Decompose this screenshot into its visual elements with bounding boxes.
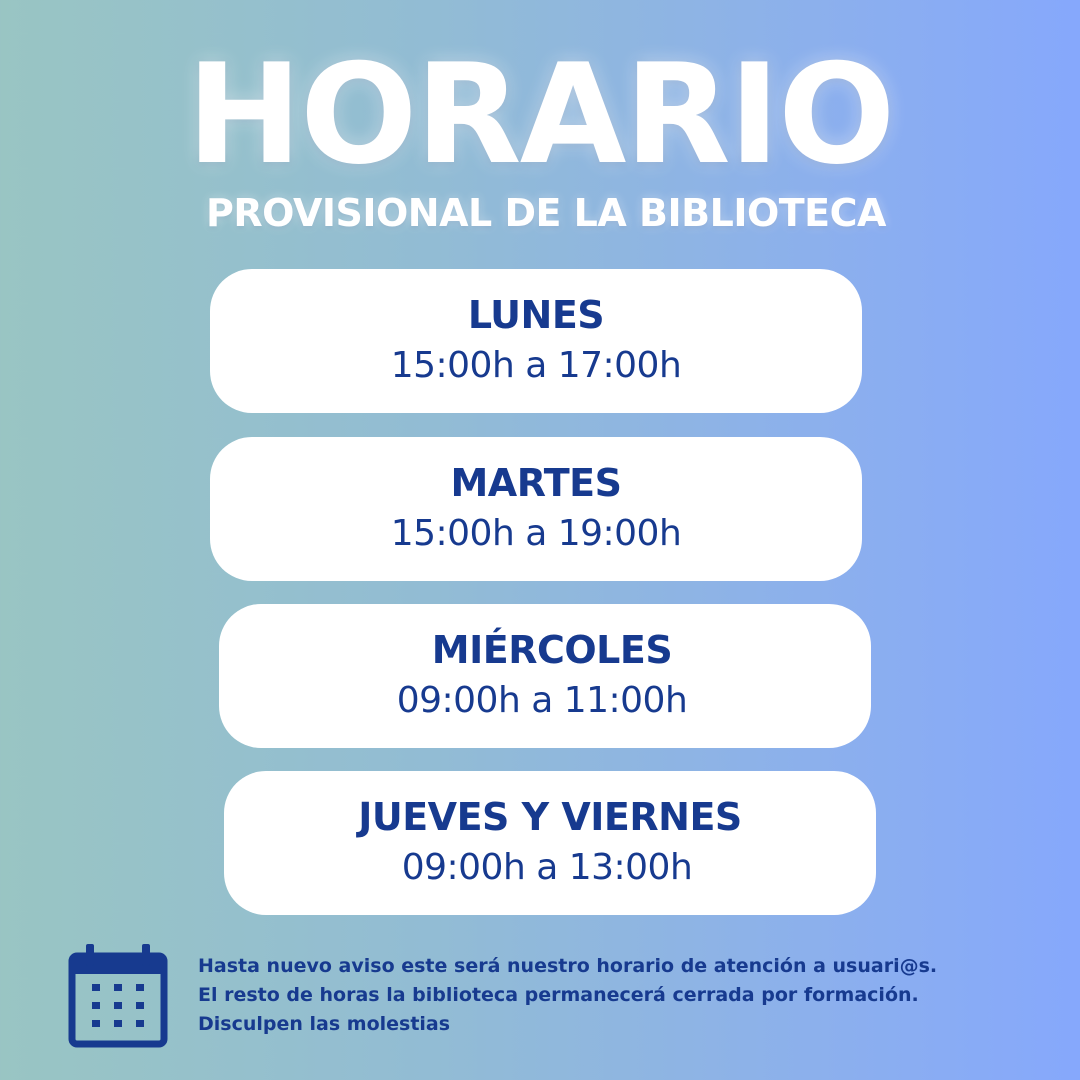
schedule-card-miercoles <box>219 604 871 748</box>
page-subtitle: PROVISIONAL DE LA BIBLIOTECA <box>206 191 886 235</box>
page-title: HORARIO <box>186 34 894 195</box>
schedule-time: 09:00h a 13:00h <box>401 847 693 888</box>
calendar-icon <box>68 944 168 1048</box>
schedule-day: LUNES <box>467 293 605 337</box>
schedule-time: 15:00h a 17:00h <box>390 345 682 386</box>
schedule-card-martes <box>210 437 862 581</box>
schedule-day: MIÉRCOLES <box>431 628 673 672</box>
schedule-day: MARTES <box>450 461 622 505</box>
schedule-card-jueves-viernes <box>224 771 876 915</box>
notice-line: El resto de horas la biblioteca permanecerá cerrada por formación. <box>198 984 919 1006</box>
schedule-day: JUEVES Y VIERNES <box>358 795 742 839</box>
notice-text <box>198 952 1068 1039</box>
schedule-time: 15:00h a 19:00h <box>390 513 682 554</box>
notice-line: Disculpen las molestias <box>198 1013 451 1035</box>
schedule-time: 09:00h a 11:00h <box>396 680 688 721</box>
schedule-card-lunes <box>210 269 862 413</box>
notice-line: Hasta nuevo aviso este será nuestro horario de atención a usuari@s. <box>198 955 938 977</box>
